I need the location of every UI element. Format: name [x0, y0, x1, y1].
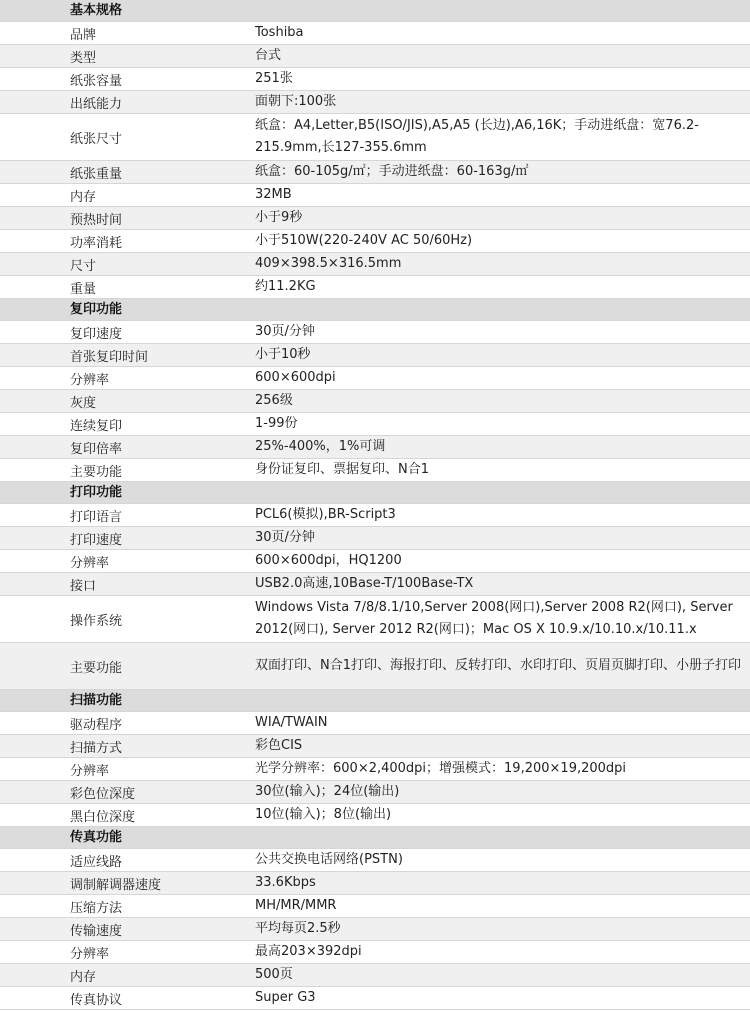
spec-value: 纸盒：A4,Letter,B5(ISO/JIS),A5,A5 (长边),A6,16K；手动进纸盘：宽76.2-215.9mm,长127-355.6mm [255, 118, 699, 155]
spec-row [0, 758, 750, 781]
spec-row [0, 643, 750, 690]
spec-value: 平均每页2.5秒 [255, 921, 341, 936]
spec-row [0, 161, 750, 184]
spec-row [0, 68, 750, 91]
section-header-scan [0, 690, 750, 712]
spec-row [0, 207, 750, 230]
spec-value: Toshiba [255, 25, 304, 40]
spec-label: 纸张重量 [70, 166, 123, 182]
section-header-fax [0, 827, 750, 849]
spec-label: 复印速度 [70, 326, 123, 342]
section-title: 基本规格 [70, 2, 123, 18]
spec-label: 分辨率 [70, 372, 110, 388]
spec-label: 品牌 [70, 27, 97, 43]
spec-label: 黑白位深度 [70, 809, 136, 825]
spec-value: 251张 [255, 71, 293, 86]
spec-row [0, 918, 750, 941]
spec-label: 纸张容量 [70, 73, 123, 89]
spec-label: 扫描方式 [70, 740, 123, 756]
spec-row [0, 253, 750, 276]
spec-value: 600×600dpi [255, 370, 336, 385]
spec-value: 约11.2KG [255, 279, 316, 294]
spec-label: 传真协议 [70, 992, 123, 1008]
spec-row [0, 964, 750, 987]
spec-row [0, 527, 750, 550]
spec-label: 彩色位深度 [70, 786, 136, 802]
spec-label: 分辨率 [70, 763, 110, 779]
spec-row [0, 550, 750, 573]
section-header-copy [0, 299, 750, 321]
spec-row [0, 849, 750, 872]
spec-label: 纸张尺寸 [70, 131, 123, 147]
spec-row [0, 804, 750, 827]
spec-value: 纸盒：60-105g/㎡；手动进纸盘：60-163g/㎡ [255, 164, 529, 179]
spec-label: 驱动程序 [70, 717, 123, 733]
spec-row [0, 459, 750, 482]
spec-row [0, 596, 750, 643]
spec-value: WIA/TWAIN [255, 715, 328, 730]
spec-label: 主要功能 [70, 464, 123, 480]
spec-row [0, 230, 750, 253]
spec-value: 小于510W(220-240V AC 50/60Hz) [255, 233, 473, 248]
spec-row [0, 413, 750, 436]
spec-value: 10位(输入)；8位(输出) [255, 807, 392, 822]
spec-label: 内存 [70, 189, 97, 205]
spec-value: 600×600dpi，HQ1200 [255, 553, 402, 568]
spec-label: 操作系统 [70, 613, 123, 629]
spec-value: 30页/分钟 [255, 324, 315, 339]
spec-label: 预热时间 [70, 212, 123, 228]
spec-label: 压缩方法 [70, 900, 123, 916]
section-title: 打印功能 [70, 484, 123, 500]
spec-row [0, 344, 750, 367]
spec-row [0, 781, 750, 804]
section-title: 传真功能 [70, 829, 123, 845]
spec-label: 功率消耗 [70, 235, 123, 251]
spec-row [0, 735, 750, 758]
spec-value: 1-99份 [255, 416, 298, 431]
spec-value: PCL6(模拟),BR-Script3 [255, 507, 396, 522]
spec-value: 25%-400%，1%可调 [255, 439, 386, 454]
spec-value: 30位(输入)；24位(输出) [255, 784, 400, 799]
spec-label: 首张复印时间 [70, 349, 149, 365]
spec-label: 打印语言 [70, 509, 123, 525]
spec-label: 传输速度 [70, 923, 123, 939]
spec-value: USB2.0高速,10Base-T/100Base-TX [255, 576, 474, 591]
spec-label: 分辨率 [70, 555, 110, 571]
spec-row [0, 987, 750, 1010]
spec-label: 复印倍率 [70, 441, 123, 457]
spec-value: 最高203×392dpi [255, 944, 362, 959]
spec-value: 双面打印、N合1打印、海报打印、反转打印、水印打印、页眉页脚打印、小册子打印 [255, 658, 741, 673]
spec-row [0, 504, 750, 527]
spec-label: 内存 [70, 969, 97, 985]
spec-row [0, 436, 750, 459]
spec-value: 彩色CIS [255, 738, 303, 753]
spec-row [0, 321, 750, 344]
spec-row [0, 184, 750, 207]
spec-label: 接口 [70, 578, 97, 594]
spec-label: 打印速度 [70, 532, 123, 548]
section-header-basic [0, 0, 750, 22]
spec-row [0, 276, 750, 299]
spec-value: 33.6Kbps [255, 875, 316, 890]
spec-value: 256级 [255, 393, 293, 408]
spec-row [0, 91, 750, 114]
spec-row [0, 367, 750, 390]
spec-label: 适应线路 [70, 854, 123, 870]
spec-value: 500页 [255, 967, 293, 982]
spec-row [0, 114, 750, 161]
spec-label: 类型 [70, 50, 97, 66]
spec-row [0, 872, 750, 895]
spec-label: 重量 [70, 281, 97, 297]
spec-label: 尺寸 [70, 258, 97, 274]
spec-row [0, 895, 750, 918]
spec-value: MH/MR/MMR [255, 898, 337, 913]
spec-value: 30页/分钟 [255, 530, 315, 545]
spec-value: 409×398.5×316.5mm [255, 256, 402, 271]
spec-label: 连续复印 [70, 418, 123, 434]
spec-label: 调制解调器速度 [70, 877, 162, 893]
spec-row [0, 45, 750, 68]
spec-row [0, 573, 750, 596]
spec-label: 灰度 [70, 395, 97, 411]
spec-row [0, 941, 750, 964]
section-header-print [0, 482, 750, 504]
spec-label: 出纸能力 [70, 96, 123, 112]
spec-value: 小于10秒 [255, 347, 311, 362]
spec-row [0, 390, 750, 413]
spec-value: 小于9秒 [255, 210, 303, 225]
spec-row [0, 22, 750, 45]
section-title: 复印功能 [70, 301, 123, 317]
spec-value: 台式 [255, 48, 282, 63]
spec-row [0, 712, 750, 735]
spec-label: 主要功能 [70, 660, 123, 676]
spec-value: 面朝下:100张 [255, 94, 337, 109]
spec-value: 公共交换电话网络(PSTN) [255, 852, 403, 867]
spec-value: Super G3 [255, 990, 316, 1005]
spec-value: 32MB [255, 187, 292, 202]
spec-label: 分辨率 [70, 946, 110, 962]
spec-value: Windows Vista 7/8/8.1/10,Server 2008(网口),Server 2008 R2(网口), Server 2012(网口), Server 2012 R2(网口)；Mac OS X 10.9.x/10.10.x/10.11.x [255, 600, 733, 637]
section-title: 扫描功能 [70, 692, 123, 708]
spec-value: 身份证复印、票据复印、N合1 [255, 462, 429, 477]
spec-value: 光学分辨率：600×2,400dpi；增强模式：19,200×19,200dpi [255, 761, 627, 776]
